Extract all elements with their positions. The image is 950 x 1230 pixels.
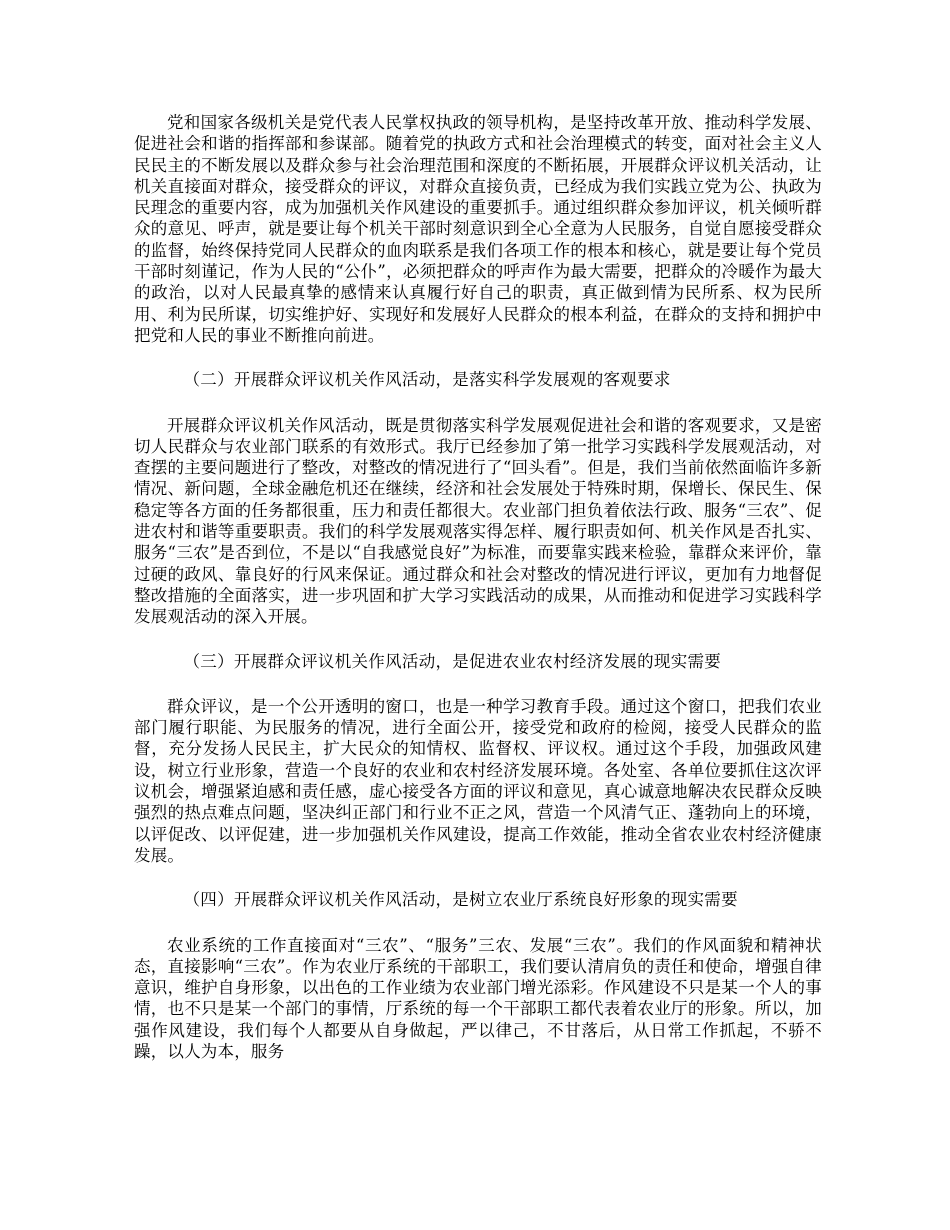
- body-paragraph: 群众评议，是一个公开透明的窗口，也是一种学习教育手段。通过这个窗口，把我们农业部门履行职能、为民服务的情况，进行全面公开，接受党和政府的检阅，接受人民群众的监督，充分发扬人民民主，扩大民众的知情权、监督权、评议权。通过这个手段，加强政风建设，树立行业形象，营造一个良好的农业和农村经济发展环境。各处室、各单位要抓住这次评议机会，增强紧迫感和责任感，虚心接受各方面的评议和意见，真心诚意地解决农民群众反映强烈的热点难点问题，坚决纠正部门和行业不正之风，营造一个风清气正、蓬勃向上的环境，以评促改、以评促建，进一步加强机关作风建设，提高工作效能，推动全省农业农村经济健康发展。: [134, 696, 822, 865]
- section-heading: （四）开展群众评议机关作风活动，是树立农业厅系统良好形象的现实需要: [183, 890, 738, 910]
- body-paragraph: 党和国家各级机关是党代表人民掌权执政的领导机构，是坚持改革开放、推动科学发展、促进社会和谐的指挥部和参谋部。随着党的执政方式和社会治理模式的转变，面对社会主义人民民主的不断发展以及群众参与社会治理范围和深度的不断拓展，开展群众评议机关活动，让机关直接面对群众，接受群众的评议，对群众直接负责，已经成为我们实践立党为公、执政为民理念的重要内容，成为加强机关作风建设的重要抓手。通过组织群众参加评议，机关倾听群众的意见、呼声，就是要让每个机关干部时刻意识到全心全意为人民服务，自觉自愿接受群众的监督，始终保持党同人民群众的血肉联系是我们各项工作的根本和核心，就是要让每个党员干部时刻谨记，作为人民的“公仆”，必须把群众的呼声作为最大需要，把群众的冷暖作为最大的政治，以对人民最真挚的感情来认真履行好自己的职责，真正做到情为民所系、权为民所用、利为民所谋，切实维护好、实现好和发展好人民群众的根本利益，在群众的支持和拥护中把党和人民的事业不断推向前进。: [134, 113, 822, 345]
- document-body: [134, 112, 822, 1062]
- body-paragraph: 开展群众评议机关作风活动，既是贯彻落实科学发展观促进社会和谐的客观要求，又是密切人民群众与农业部门联系的有效形式。我厅已经参加了第一批学习实践科学发展观活动，对查摆的主要问题进行了整改，对整改的情况进行了“回头看”。但是，我们当前依然面临许多新情况、新问题，全球金融危机还在继续，经济和社会发展处于特殊时期，保增长、保民生、保稳定等各方面的任务都很重，压力和责任都很大。农业部门担负着依法行政、服务“三农”、促进农村和谐等重要职责。我们的科学发展观落实得怎样、履行职责如何、机关作风是否扎实、服务“三农”是否到位，不是以“自我感觉良好”为标准，而要靠实践来检验，靠群众来评价，靠过硬的政风、靠良好的行风来保证。通过群众和社会对整改的情况进行评议，更加有力地督促整改措施的全面落实，进一步巩固和扩大学习实践活动的成果，从而推动和促进学习实践科学发展观活动的深入开展。: [134, 415, 822, 627]
- section-heading: （二）开展群众评议机关作风活动，是落实科学发展观的客观要求: [183, 370, 671, 390]
- body-paragraph: 农业系统的工作直接面对“三农”、“服务”三农、发展“三农”。我们的作风面貌和精神状态，直接影响“三农”。作为农业厅系统的干部职工，我们要认清肩负的责任和使命，增强自律意识，维护自身形象，以出色的工作业绩为农业部门增光添彩。作风建设不只是某一个人的事情，也不只是某一个部门的事情，厅系统的每一个干部职工都代表着农业厅的形象。所以，加强作风建设，我们每个人都要从自身做起，严以律己，不甘落后，从日常工作抓起，不骄不躁，以人为本，服务: [134, 935, 822, 1061]
- section-heading: （三）开展群众评议机关作风活动，是促进农业农村经济发展的现实需要: [183, 651, 722, 671]
